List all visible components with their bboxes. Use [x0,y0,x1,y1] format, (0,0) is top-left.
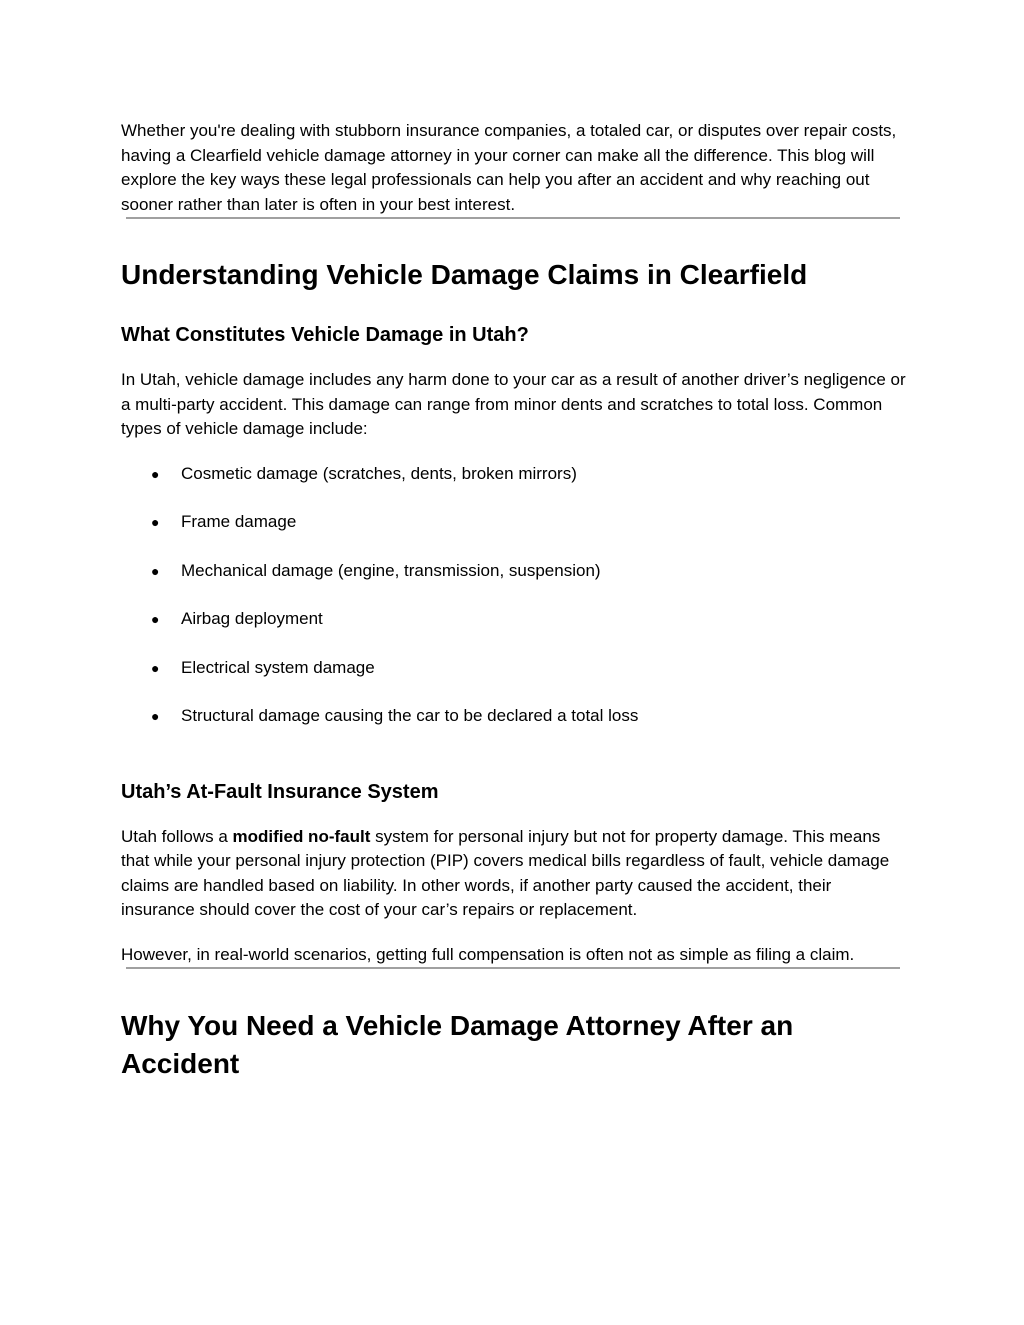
damage-types-list [121,462,906,729]
intro-paragraph: Whether you're dealing with stubborn insurance companies, a totaled car, or disputes over repair costs, having a Clearfield vehicle damage attorney in your corner can make all the difference. This blog will explore the key ways these legal professionals can help you after an accident and why reaching out sooner rather than later is often in your best interest. [121,121,897,214]
subheading-at-fault-system: Utah’s At-Fault Insurance System [121,780,439,803]
list-item-text: Structural damage causing the car to be declared a total loss [181,706,639,725]
document-page [121,119,906,1083]
list-item-text: Electrical system damage [181,657,375,677]
modified-no-fault-emphasis: modified no-fault [232,826,371,846]
at-fault-text-after: system for personal injury but not for property damage. This means that while your personal injury protection (PIP) covers medical bills regardless of fault, vehicle damage claims are handled based on liability. In other words, if another party caused the accident, their insurance should cover the cost of your car’s repairs or replacement. [121,826,890,919]
section-heading-understanding-claims: Understanding Vehicle Damage Claims in Clearfield [121,259,808,290]
list-item-text: Frame damage [181,512,297,531]
list-item [121,462,906,487]
at-fault-text-before: Utah follows a [121,826,233,846]
section-divider [126,967,900,969]
bullet-icon: ● [151,659,160,676]
at-fault-paragraph [121,825,906,923]
list-item-text: Airbag deployment [181,609,323,628]
section-heading-why-attorney: Why You Need a Vehicle Damage Attorney After an Accident [121,1010,794,1079]
list-item-text: Cosmetic damage (scratches, dents, broken mirrors) [181,463,577,483]
list-item [121,656,906,681]
damage-definition-paragraph: In Utah, vehicle damage includes any harm done to your car as a result of another driver’s negligence or a multi-party accident. This damage can range from minor dents and scratches to total loss. Common types of vehicle damage include: [121,370,906,438]
list-item [121,704,906,729]
bullet-icon: ● [151,562,160,579]
bullet-icon: ● [151,708,160,724]
subheading-what-constitutes-damage: What Constitutes Vehicle Damage in Utah? [121,324,529,346]
bullet-icon: ● [151,514,160,530]
list-item-text: Mechanical damage (engine, transmission, suspension) [181,560,601,580]
list-item [121,607,906,632]
list-item [121,559,906,584]
list-item [121,510,906,535]
section-divider [126,217,900,219]
bullet-icon: ● [151,465,160,482]
bullet-icon: ● [151,611,160,627]
real-world-paragraph: However, in real-world scenarios, getting full compensation is often not as simple as filing a claim. [121,944,855,964]
